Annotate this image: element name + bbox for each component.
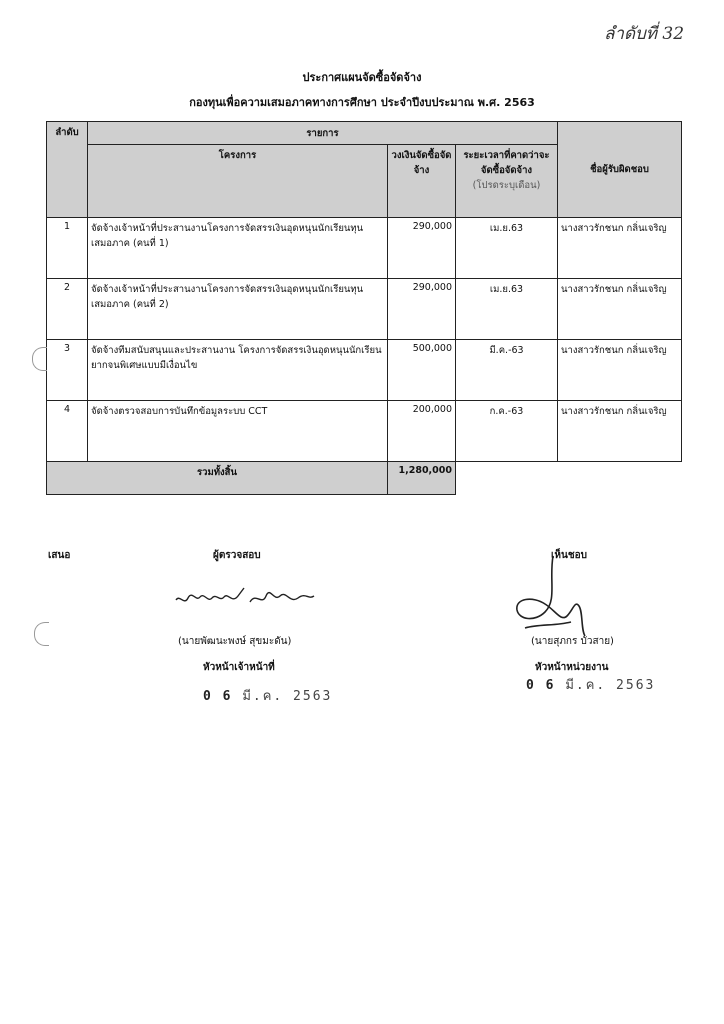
- row-project: จัดจ้างทีมสนับสนุนและประสานงาน โครงการจัดสรรเงินอุดหนุนนักเรียนยากจนพิเศษแบบมีเงื่อนไข: [88, 340, 388, 401]
- reviewer-date-stamp: [203, 685, 332, 706]
- col-owner-header: ชื่อผู้รับผิดชอบ: [558, 122, 682, 218]
- col-project-header: โครงการ: [88, 145, 388, 218]
- row-no: 2: [47, 279, 88, 340]
- propose-label: เสนอ: [48, 550, 71, 561]
- row-no: 3: [47, 340, 88, 401]
- document-subtitle: กองทุนเพื่อความเสมอภาคทางการศึกษา ประจำปีงบประมาณ พ.ศ. 2563: [189, 96, 535, 109]
- row-period: มี.ค.-63: [456, 340, 558, 401]
- approver-position: หัวหน้าหน่วยงาน: [535, 662, 609, 673]
- col-period-note: (โปรดระบุเดือน): [472, 180, 541, 191]
- row-period: เม.ย.63: [456, 218, 558, 279]
- row-owner: นางสาวรักชนก กลิ่นเจริญ: [558, 340, 682, 401]
- row-owner: นางสาวรักชนก กลิ่นเจริญ: [558, 218, 682, 279]
- reviewer-date-rest: มี.ค. 2563: [242, 689, 333, 704]
- document-title: ประกาศแผนจัดซื้อจัดจ้าง: [302, 71, 422, 84]
- punch-hole: [32, 347, 47, 371]
- row-owner: นางสาวรักชนก กลิ่นเจริญ: [558, 401, 682, 462]
- approver-name: (นายสุภกร บัวสาย): [531, 636, 614, 647]
- table-row: [47, 340, 682, 401]
- col-period-header: [456, 145, 558, 218]
- table-row: [47, 218, 682, 279]
- reviewer-signature: [170, 580, 320, 620]
- row-period: ก.ค.-63: [456, 401, 558, 462]
- row-period: เม.ย.63: [456, 279, 558, 340]
- punch-hole: [34, 622, 49, 646]
- row-project: จัดจ้างเจ้าหน้าที่ประสานงานโครงการจัดสรรเงินอุดหนุนนักเรียนทุนเสมอภาค (คนที่ 2): [88, 279, 388, 340]
- row-no: 1: [47, 218, 88, 279]
- row-budget: 290,000: [388, 218, 456, 279]
- row-no: 4: [47, 401, 88, 462]
- reviewer-label: ผู้ตรวจสอบ: [213, 550, 261, 561]
- table-row: [47, 401, 682, 462]
- col-no-header: ลำดับ: [47, 122, 88, 218]
- row-budget: 290,000: [388, 279, 456, 340]
- reviewer-name: (นายพัฒนะพงษ์ สุขมะดัน): [178, 636, 292, 647]
- total-row: [47, 462, 682, 495]
- reviewer-position: หัวหน้าเจ้าหน้าที่: [203, 662, 275, 673]
- col-budget-header: วงเงินจัดซื้อจัดจ้าง: [388, 145, 456, 218]
- col-period-label: ระยะเวลาที่คาดว่าจะจัดซื้อจัดจ้าง: [463, 150, 550, 176]
- row-budget: 500,000: [388, 340, 456, 401]
- approver-label: เห็นชอบ: [551, 550, 587, 561]
- approver-date-stamp: [526, 674, 655, 695]
- table-row: [47, 279, 682, 340]
- procurement-table: [46, 121, 682, 495]
- row-budget: 200,000: [388, 401, 456, 462]
- approver-date-rest: มี.ค. 2563: [565, 678, 656, 693]
- col-items-header: รายการ: [88, 122, 558, 145]
- page-note: ลำดับที่ 32: [604, 24, 685, 44]
- total-value: 1,280,000: [388, 462, 456, 495]
- row-project: จัดจ้างตรวจสอบการบันทึกข้อมูลระบบ CCT: [88, 401, 388, 462]
- reviewer-date-day: 0 6: [203, 689, 233, 704]
- table-header-row-1: [47, 122, 682, 145]
- row-project: จัดจ้างเจ้าหน้าที่ประสานงานโครงการจัดสรรเงินอุดหนุนนักเรียนทุนเสมอภาค (คนที่ 1): [88, 218, 388, 279]
- approver-date-day: 0 6: [526, 678, 556, 693]
- row-owner: นางสาวรักชนก กลิ่นเจริญ: [558, 279, 682, 340]
- total-label: รวมทั้งสิ้น: [47, 462, 388, 495]
